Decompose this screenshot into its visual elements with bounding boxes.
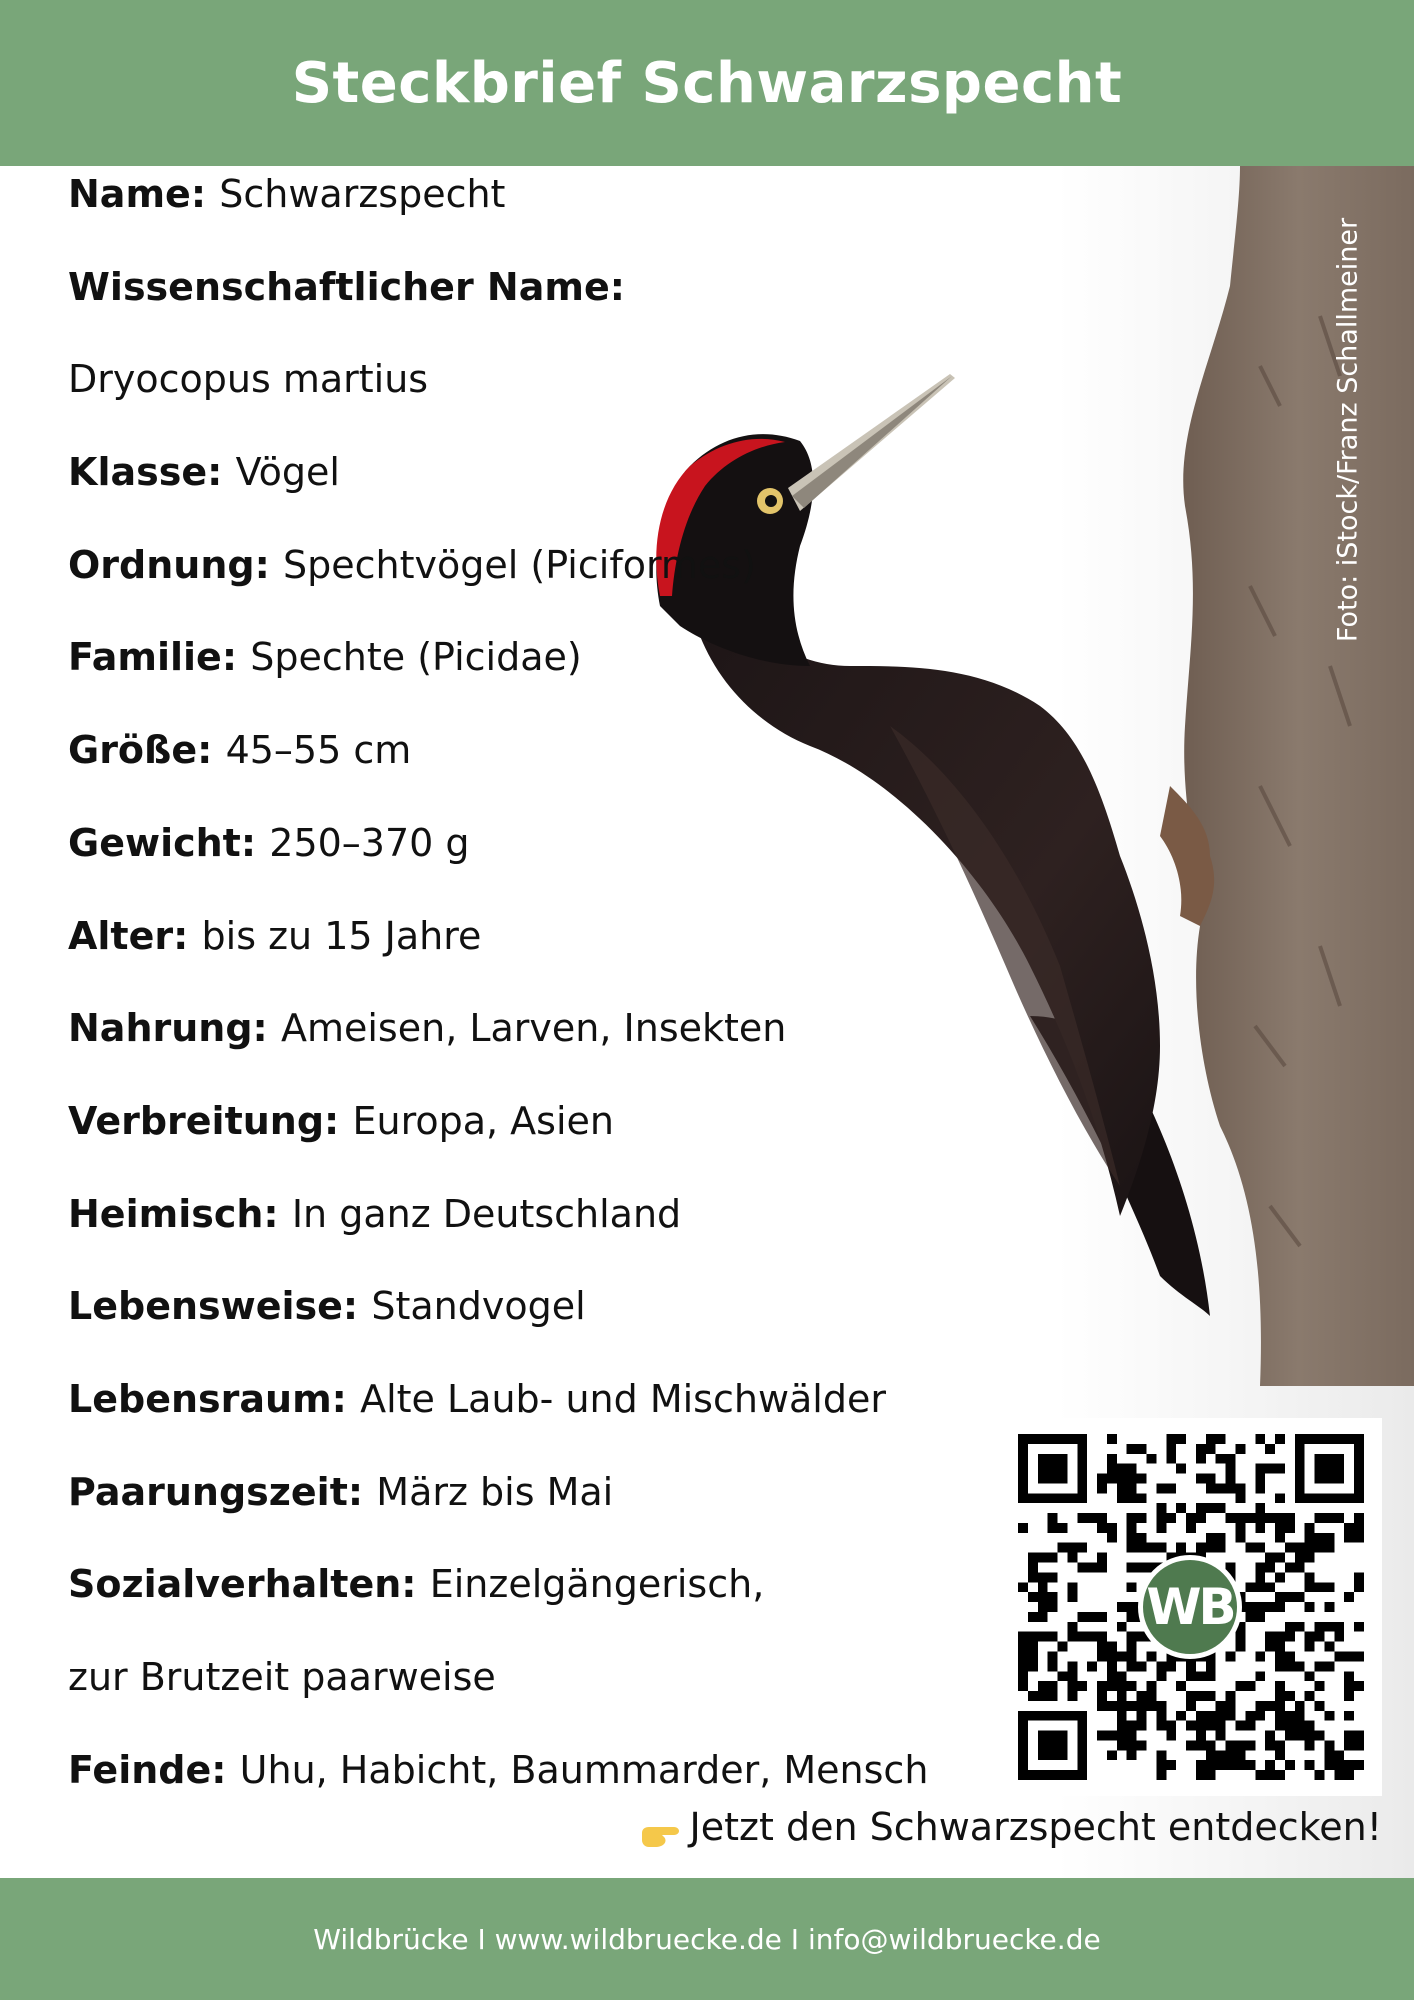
fact-label: Name: — [68, 172, 220, 216]
fact-row — [68, 724, 928, 817]
fact-label: Familie: — [68, 635, 251, 680]
fact-value: Spechtvögel (Piciformes) — [283, 542, 756, 587]
fact-value: Schwarzspecht — [219, 172, 506, 216]
photo-credit: Foto: iStock/Franz Schallmeiner — [1332, 217, 1364, 643]
pointing-hand-icon — [640, 1814, 680, 1840]
fact-label: Feinde: — [68, 1747, 240, 1792]
fact-label: Sozialverhalten: — [68, 1562, 430, 1607]
fact-value: Vögel — [235, 450, 340, 495]
fact-label: Ordnung: — [68, 542, 284, 587]
fact-label: Lebensweise: — [68, 1284, 372, 1329]
fact-row — [68, 1280, 928, 1373]
cta-link[interactable] — [640, 1805, 1382, 1849]
fact-row — [68, 910, 928, 1003]
fact-row — [68, 1651, 928, 1744]
fact-label: Wissenschaftlicher Name: — [68, 264, 625, 309]
fact-row — [68, 1188, 928, 1281]
fact-row — [68, 1095, 928, 1188]
footer-contact: Wildbrücke I www.wildbruecke.de I info@wildbruecke.de — [313, 1922, 1101, 1956]
fact-value: In ganz Deutschland — [291, 1191, 682, 1236]
qr-code[interactable] — [1000, 1418, 1382, 1796]
fact-label: Verbreitung: — [68, 1098, 353, 1143]
fact-value: zur Brutzeit paarweise — [68, 1655, 496, 1699]
fact-row — [68, 353, 928, 446]
fact-value: Ameisen, Larven, Insekten — [280, 1006, 787, 1051]
header-bar — [0, 0, 1414, 166]
footer-bar — [0, 1878, 1414, 2000]
fact-value: 45–55 cm — [225, 728, 412, 773]
fact-row — [68, 446, 928, 539]
fact-row — [68, 1373, 928, 1466]
fact-row — [68, 1002, 928, 1095]
fact-label: Größe: — [68, 728, 226, 773]
fact-value: Spechte (Picidae) — [250, 635, 582, 680]
fact-row — [68, 817, 928, 910]
fact-label: Gewicht: — [68, 820, 270, 865]
fact-label: Alter: — [68, 913, 202, 958]
fact-label: Nahrung: — [68, 1006, 281, 1051]
fact-value: 250–370 g — [269, 820, 470, 865]
cta-text: Jetzt den Schwarzspecht entdecken! — [689, 1805, 1382, 1849]
fact-value: Einzelgängerisch, — [429, 1562, 765, 1607]
fact-row — [68, 1466, 928, 1559]
fact-value: Dryocopus martius — [68, 357, 429, 402]
wb-logo-badge: WB — [1138, 1555, 1242, 1659]
fact-value: März bis Mai — [376, 1469, 614, 1514]
fact-row — [68, 1558, 928, 1651]
fact-value: bis zu 15 Jahre — [201, 913, 482, 958]
fact-label: Heimisch: — [68, 1191, 292, 1236]
fact-row — [68, 539, 928, 632]
fact-value: Uhu, Habicht, Baummarder, Mensch — [239, 1747, 929, 1792]
fact-label: Lebensraum: — [68, 1376, 361, 1421]
fact-label: Klasse: — [68, 450, 236, 495]
fact-row — [68, 631, 928, 724]
fact-row — [68, 168, 928, 261]
fact-value: Europa, Asien — [352, 1098, 614, 1143]
tree-trunk — [1183, 166, 1414, 1386]
fact-list — [68, 168, 928, 1836]
fact-label: Paarungszeit: — [68, 1469, 377, 1514]
fact-row — [68, 261, 928, 354]
page-title: Steckbrief Schwarzspecht — [291, 50, 1123, 116]
fact-value: Alte Laub- und Mischwälder — [360, 1376, 886, 1421]
fact-value: Standvogel — [371, 1284, 586, 1329]
